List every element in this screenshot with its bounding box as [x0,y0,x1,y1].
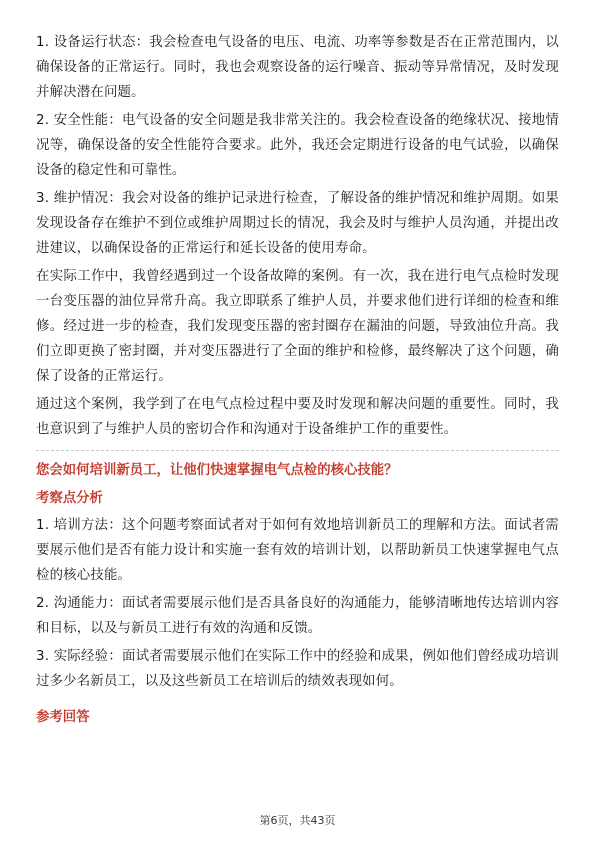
paragraph-safety-performance: 2. 安全性能：电气设备的安全问题是我非常关注的。我会检查设备的绝缘状况、接地情况等，确保设备的安全性能符合要求。此外，我还会定期进行设备的电气试验，以确保设备的稳定性和可靠性。 [36,113,559,178]
document-body [36,30,559,732]
interview-question: 您会如何培训新员工，让他们快速掌握电气点检的核心技能？ [36,463,398,478]
paragraph-maintenance: 3. 维护情况：我会对设备的维护记录进行检查，了解设备的维护情况和维护周期。如果发现设备存在维护不到位或维护周期过长的情况，我会及时与维护人员沟通，并提出改进建议，以确保设备的正常运行和延长设备的使用寿命。 [36,191,559,256]
paragraph-equipment-status: 1. 设备运行状态：我会检查电气设备的电压、电流、功率等参数是否在正常范围内，以确保设备的正常运行。同时，我也会观察设备的运行噪音、振动等异常情况，及时发现并解决潜在问题。 [36,35,559,100]
paragraph-case-study: 在实际工作中，我曾经遇到过一个设备故障的案例。有一次，我在进行电气点检时发现一台变压器的油位异常升高。我立即联系了维护人员，并要求他们进行详细的检查和维修。经过进一步的检查，我们发现变压器的密封圈存在漏油的问题，导致油位升高。我们立即更换了密封圈，并对变压器进行了全面的维护和检修，最终解决了这个问题，确保了设备的正常运行。 [36,269,559,384]
analysis-item-experience: 3. 实际经验：面试者需要展示他们在实际工作中的经验和成果，例如他们曾经成功培训过多少名新员工，以及这些新员工在培训后的绩效表现如何。 [36,649,559,689]
analysis-item-communication: 2. 沟通能力：面试者需要展示他们是否具备良好的沟通能力，能够清晰地传达培训内容和目标，以及与新员工进行有效的沟通和反馈。 [36,596,559,636]
page-number: 第6页，共43页 [259,814,336,827]
analysis-heading: 考察点分析 [36,491,103,506]
analysis-item-training-method: 1. 培训方法：这个问题考察面试者对于如何有效地培训新员工的理解和方法。面试者需要展示他们是否有能力设计和实施一套有效的培训计划，以帮助新员工快速掌握电气点检的核心技能。 [36,518,559,583]
paragraph-lesson: 通过这个案例，我学到了在电气点检过程中要及时发现和解决问题的重要性。同时，我也意识到了与维护人员的密切合作和沟通对于设备维护工作的重要性。 [36,397,559,437]
reference-answer-heading: 参考回答 [36,710,90,725]
section-divider [36,450,559,451]
